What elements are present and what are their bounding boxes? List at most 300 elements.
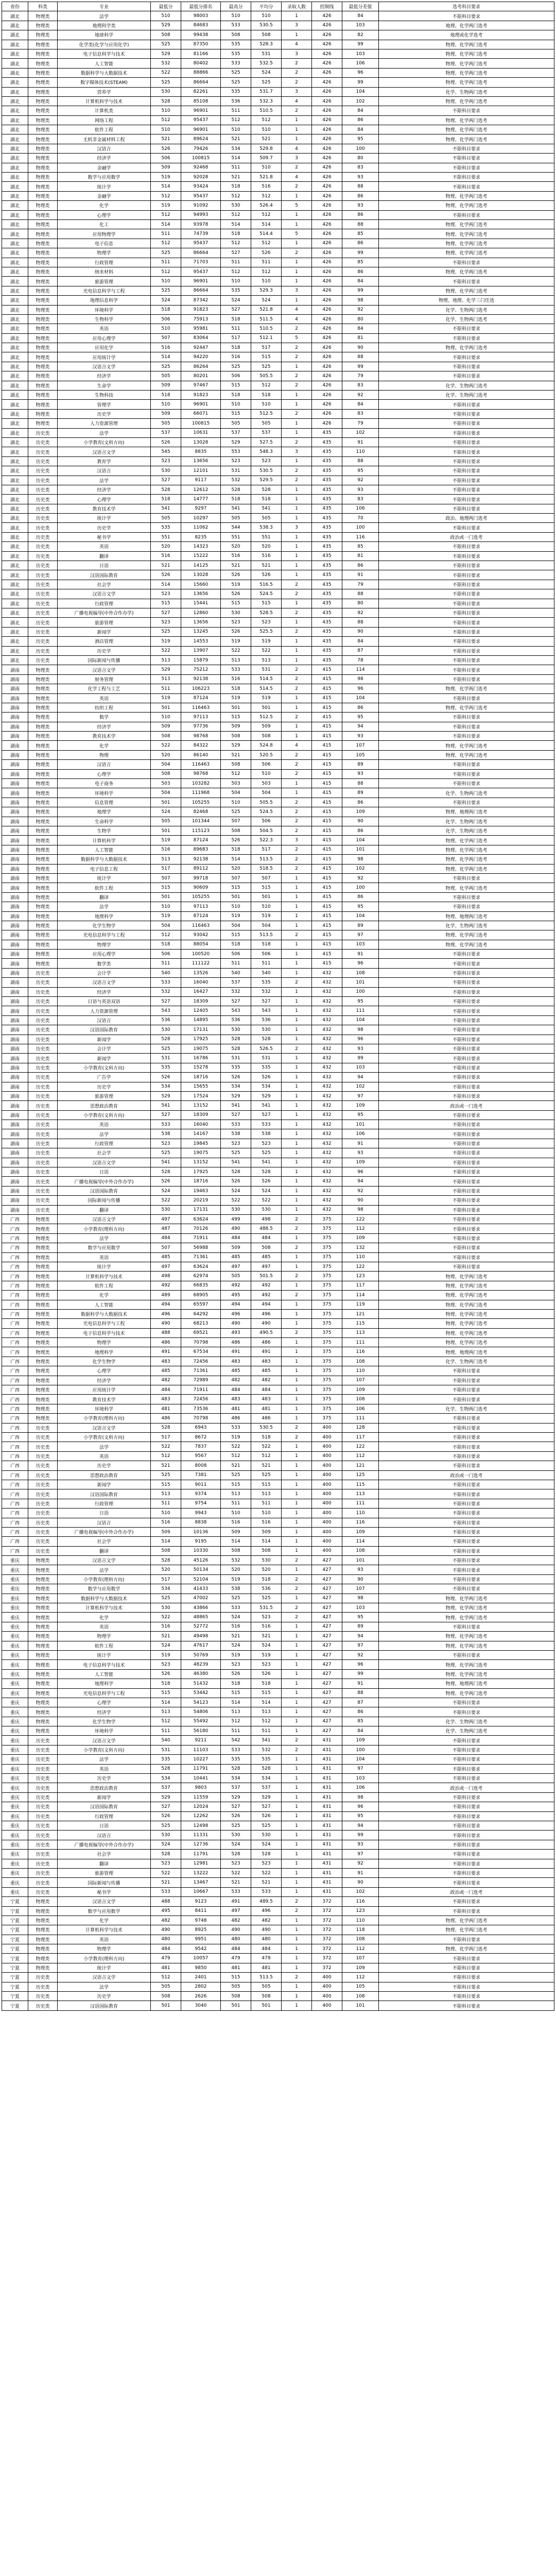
table-cell: 物理类 [28,30,58,40]
table-cell: 530 [221,608,251,618]
table-cell: 历史类 [28,514,58,523]
table-cell: 89624 [181,134,221,144]
table-cell: 115 [342,1319,379,1328]
table-cell: 540 [221,968,251,977]
table-cell: 509 [221,1527,251,1536]
table-cell: 历史类 [28,1499,58,1508]
table-cell: 92 [342,1186,379,1195]
table-cell: 105 [342,750,379,759]
table-cell: 110 [342,1366,379,1376]
table-cell: 物理类 [28,836,58,845]
table-cell: 英语 [58,1622,151,1631]
table-cell: 物理类 [28,1944,58,1954]
table-cell: 不限科目要求 [379,1537,554,1546]
table-cell: 121 [342,1461,379,1470]
table-cell: 432 [312,987,342,996]
table-cell: 48239 [181,1660,221,1669]
table-cell: 广西 [2,1347,28,1357]
table-cell: 516 [251,1518,282,1527]
table-cell: 不限科目要求 [379,1025,554,1035]
table-cell: 湖北 [2,551,28,561]
table-cell: 物理、化学两门选考 [379,1309,554,1318]
table-cell: 115123 [181,826,221,835]
table-cell: 96901 [181,106,221,115]
table-cell: 54123 [181,1698,221,1707]
table-cell: 湖南 [2,798,28,807]
table-cell: 95 [342,1613,379,1622]
table-cell: 525 [151,286,181,295]
table-cell: 513 [221,655,251,665]
table-row [2,173,554,182]
table-cell: 526 [151,1669,181,1679]
table-cell: 3 [282,447,312,456]
table-cell: 122 [342,1215,379,1224]
table-cell: 湖南 [2,902,28,911]
table-cell: 415 [312,779,342,788]
table-cell: 505 [251,1982,282,1991]
table-cell: 435 [312,589,342,599]
table-cell: 湖南 [2,1177,28,1186]
table-row [2,703,554,712]
table-cell: 529.3 [251,286,282,295]
table-row [2,87,554,96]
table-cell: 533 [251,1120,282,1129]
table-cell: 地理科学 [58,1679,151,1688]
table-cell: 511 [251,1499,282,1508]
table-cell: 103 [342,49,379,58]
table-cell: 物理、化学两门选考 [379,239,554,248]
table-cell: 教育技术学 [58,504,151,513]
table-cell: 541 [151,1101,181,1110]
table-cell: 83 [342,381,379,390]
table-cell: 435 [312,485,342,494]
table-cell: 426 [312,191,342,200]
table-cell: 2401 [181,1973,221,1982]
table-cell: 88 [342,182,379,191]
table-cell: 532.3 [251,96,282,106]
table-cell: 2 [282,845,312,854]
table-cell: 541 [251,1158,282,1167]
table-cell: 物理类 [28,911,58,921]
table-row [2,495,554,504]
table-cell: 历史学 [58,409,151,418]
table-cell: 520 [221,1565,251,1574]
table-cell: 426 [312,296,342,305]
table-cell: 114 [342,1537,379,1546]
table-cell: 物理类 [28,333,58,343]
table-cell: 不限科目要求 [379,1110,554,1120]
table-cell: 2 [282,684,312,693]
table-cell: 地理科学 [58,1347,151,1357]
table-cell: 85 [342,1717,379,1726]
table-row [2,1973,554,1982]
table-cell: 69521 [181,1328,221,1337]
table-cell: 511 [251,258,282,267]
table-cell: 广西 [2,1215,28,1224]
table-row [2,447,554,456]
table-row [2,466,554,476]
table-cell: 507 [221,873,251,883]
table-cell: 524.5 [251,807,282,817]
table-cell: 14777 [181,495,221,504]
table-cell: 计算机科学 [58,836,151,845]
table-cell: 511 [221,258,251,267]
table-cell: 历史类 [28,1774,58,1783]
table-cell: 物理学 [58,1944,151,1954]
table-row [2,59,554,68]
table-cell: 1 [282,296,312,305]
table-row [2,409,554,418]
table-cell: 湖北 [2,210,28,219]
table-cell: 527 [151,997,181,1006]
table-cell: 物理、化学两门选考 [379,1300,554,1309]
table-cell: 497 [221,1906,251,1916]
table-cell: 1 [282,514,312,523]
table-cell: 92138 [181,855,221,864]
table-cell: 历史类 [28,997,58,1006]
table-cell: 历史学 [58,1082,151,1091]
table-cell: 湖南 [2,1025,28,1035]
table-cell: 政治或一门选考 [379,532,554,541]
table-cell: 物理类 [28,1688,58,1698]
table-cell: 湖北 [2,371,28,381]
table-cell: 512 [221,1451,251,1461]
table-cell: 人工智能 [58,1669,151,1679]
table-cell: 505.5 [251,371,282,381]
table-row [2,1868,554,1877]
table-cell: 518 [251,1432,282,1442]
table-row [2,1764,554,1773]
table-cell: 18716 [181,1177,221,1186]
table-cell: 515 [221,1973,251,1982]
table-cell: 物理、化学两门选考 [379,864,554,873]
table-cell: 490 [221,1319,251,1328]
table-cell: 物理、化学两门选考 [379,68,554,77]
table-cell: 96 [342,1035,379,1044]
table-cell: 87342 [181,296,221,305]
table-cell: 湖南 [2,921,28,930]
table-cell: 431 [312,1887,342,1896]
table-cell: 重庆 [2,1774,28,1783]
table-cell: 91 [342,437,379,447]
table-cell: 不限科目要求 [379,1385,554,1395]
table-cell: 528.3 [251,40,282,49]
table-cell: 8838 [181,1518,221,1527]
table-cell: 427 [312,1565,342,1574]
table-cell: 历史类 [28,1091,58,1100]
table-cell: 不限科目要求 [379,352,554,362]
table-cell: 翻译 [58,1205,151,1214]
table-cell: 物理类 [28,1565,58,1574]
table-cell: 1 [282,362,312,371]
table-row [2,532,554,541]
table-cell: 宁夏 [2,1973,28,1982]
table-cell: 533 [221,1423,251,1432]
table-cell: 宁夏 [2,2001,28,2010]
table-cell: 湖南 [2,1120,28,1129]
table-cell: 重庆 [2,1613,28,1622]
table-row [2,551,554,561]
table-cell: 68905 [181,1291,221,1300]
table-cell: 统计学 [58,873,151,883]
table-cell: 不限科目要求 [379,144,554,153]
table-cell: 1 [282,902,312,911]
table-cell: 历史类 [28,428,58,437]
table-cell: 86664 [181,248,221,258]
table-cell: 72989 [181,1376,221,1385]
table-row [2,1423,554,1432]
table-cell: 数学与应用数学 [58,173,151,182]
table-cell: 87 [342,646,379,655]
table-cell: 96901 [181,400,221,409]
table-cell: 社会学 [58,1537,151,1546]
table-cell: 1 [282,1347,312,1357]
table-cell: 湖北 [2,352,28,362]
table-cell: 512 [251,239,282,248]
table-cell: 94220 [181,352,221,362]
table-cell: 英语 [58,1764,151,1773]
table-cell: 湖北 [2,229,28,239]
table-row [2,1916,554,1925]
table-row [2,836,554,845]
table-cell: 3 [282,523,312,532]
table-cell: 523 [251,1859,282,1868]
table-cell: 湖南 [2,1073,28,1082]
table-cell: 92 [342,1650,379,1659]
table-cell: 2 [282,371,312,381]
table-cell: 426 [312,40,342,49]
table-cell: 12024 [181,1802,221,1811]
table-cell: 501 [251,2001,282,2010]
table-cell: 会计学 [58,968,151,977]
table-cell: 426 [312,409,342,418]
table-cell: 统计学 [58,1963,151,1972]
table-cell: 17925 [181,1167,221,1177]
table-cell: 97467 [181,381,221,390]
table-cell: 6943 [181,1423,221,1432]
table-cell: 427 [312,1632,342,1641]
table-cell: 物理类 [28,400,58,409]
table-cell: 不限科目要求 [379,1527,554,1536]
table-cell: 71911 [181,1233,221,1243]
table-cell: 508 [151,1992,181,2001]
table-cell: 543 [221,1006,251,1015]
table-cell: 93 [342,201,379,210]
table-cell: 物理、化学两门选考 [379,134,554,144]
table-row [2,125,554,134]
column-header: 最低分排名 [181,2,221,11]
table-cell: 104 [342,1015,379,1025]
table-cell: 电子信息科学与技术 [58,1660,151,1669]
table-cell: 523 [151,1660,181,1669]
table-cell: 519 [221,1574,251,1584]
table-cell: 18716 [181,1073,221,1082]
table-cell: 不限科目要求 [379,1859,554,1868]
table-row [2,741,554,750]
table-cell: 不限科目要求 [379,892,554,902]
table-cell: 519 [221,911,251,921]
table-cell: 物理类 [28,1556,58,1565]
table-cell: 湖北 [2,125,28,134]
table-cell: 506 [151,950,181,959]
table-cell: 化学 [58,201,151,210]
table-cell: 505 [251,514,282,523]
table-cell: 512 [251,381,282,390]
table-cell: 物理类 [28,409,58,418]
table-cell: 地理信息科学 [58,296,151,305]
table-cell: 511 [251,959,282,968]
table-cell: 历史学 [58,1992,151,2001]
table-cell: 516 [221,674,251,684]
table-cell: 2 [282,1973,312,1982]
table-cell: 汉语言文学 [58,1158,151,1167]
table-cell: 12736 [181,1840,221,1849]
table-cell: 1 [282,1489,312,1499]
table-cell: 历史类 [28,523,58,532]
table-cell: 物理类 [28,959,58,968]
table-cell: 湖北 [2,191,28,200]
table-cell: 9951 [181,1935,221,1944]
table-cell: 431 [312,1821,342,1831]
table-cell: 111 [342,1414,379,1423]
table-cell: 93 [342,1148,379,1158]
table-cell: 90 [342,1574,379,1584]
table-cell: 历史类 [28,978,58,987]
table-cell: 物理类 [28,1376,58,1385]
table-cell: 化学、生物两门选考 [379,381,554,390]
table-cell: 应用统计学 [58,352,151,362]
table-cell: 519 [151,201,181,210]
table-cell: 不限科目要求 [379,665,554,674]
table-cell: 520 [221,542,251,551]
table-cell: 415 [312,693,342,703]
table-cell: 541 [221,1158,251,1167]
table-cell: 511 [221,959,251,968]
column-header: 选考科目要求 [379,2,554,11]
table-cell: 1 [282,504,312,513]
table-cell: 110 [342,1252,379,1262]
table-cell: 519 [251,693,282,703]
table-cell: 广西 [2,1537,28,1546]
table-cell: 物理类 [28,1594,58,1603]
table-cell: 物理类 [28,826,58,835]
table-cell: 517 [151,864,181,873]
table-cell: 历史类 [28,1442,58,1451]
table-cell: 湖南 [2,674,28,684]
table-row [2,978,554,987]
table-cell: 物理、化学两门选考 [379,40,554,49]
table-cell: 541 [251,1736,282,1745]
table-cell: 95437 [181,239,221,248]
table-cell: 1 [282,950,312,959]
table-cell: 1 [282,646,312,655]
table-row [2,1518,554,1527]
table-cell: 重庆 [2,1707,28,1717]
table-cell: 历史学 [58,646,151,655]
table-cell: 400 [312,1470,342,1480]
table-cell: 重庆 [2,1584,28,1594]
table-cell: 不限科目要求 [379,987,554,996]
table-cell: 物理类 [28,665,58,674]
table-cell: 10441 [181,1774,221,1783]
table-cell: 物理类 [28,750,58,759]
table-row [2,1044,554,1053]
table-cell: 427 [312,1650,342,1659]
table-cell: 519 [151,911,181,921]
table-cell: 广西 [2,1461,28,1470]
table-cell: 湖北 [2,447,28,456]
table-cell: 435 [312,580,342,589]
table-cell: 汉语言文学 [58,1736,151,1745]
table-cell: 525 [221,78,251,87]
table-cell: 72456 [181,1357,221,1366]
table-cell: 物理类 [28,248,58,258]
table-cell: 法学 [58,1233,151,1243]
table-row [2,1811,554,1821]
table-cell: 重庆 [2,1717,28,1726]
table-cell: 512 [221,239,251,248]
table-cell: 湖南 [2,760,28,769]
table-cell: 数据科学与大数据技术 [58,1594,151,1603]
table-cell: 1 [282,1802,312,1811]
table-cell: 1 [282,1357,312,1366]
table-cell: 521 [251,134,282,144]
table-cell: 375 [312,1395,342,1404]
table-cell: 小学教育(文科方向) [58,1110,151,1120]
table-cell: 415 [312,902,342,911]
table-cell: 1 [282,1546,312,1555]
table-cell: 114 [342,665,379,674]
table-cell: 95 [342,713,379,722]
table-cell: 湖北 [2,391,28,400]
table-cell: 510 [151,324,181,333]
table-cell: 101 [342,845,379,854]
table-cell: 375 [312,1281,342,1290]
table-cell: 湖北 [2,305,28,314]
table-cell: 1 [282,1537,312,1546]
table-cell: 112 [342,1224,379,1233]
table-cell: 531 [251,49,282,58]
table-cell: 117 [342,1281,379,1290]
table-cell: 519 [151,693,181,703]
table-cell: 535 [221,49,251,58]
table-cell: 529 [221,741,251,750]
table-cell: 432 [312,1177,342,1186]
table-cell: 101 [342,1120,379,1129]
table-cell: 528 [151,1167,181,1177]
table-cell: 1 [282,911,312,921]
table-cell: 97113 [181,713,221,722]
table-cell: 2 [282,930,312,940]
table-cell: 400 [312,1432,342,1442]
table-cell: 375 [312,1347,342,1357]
table-cell: 重庆 [2,1745,28,1754]
table-cell: 1 [282,1868,312,1877]
table-cell: 重庆 [2,1679,28,1688]
table-row [2,1376,554,1385]
table-cell: 历史类 [28,589,58,599]
table-cell: 经济学 [58,1376,151,1385]
table-cell: 物理类 [28,1897,58,1906]
table-row [2,987,554,996]
table-cell: 化工 [58,219,151,229]
table-cell: 历史类 [28,1205,58,1214]
table-cell: 493 [221,1328,251,1337]
table-cell: 507 [151,873,181,883]
table-cell: 不限科目要求 [379,1044,554,1053]
table-cell: 不限科目要求 [379,769,554,778]
table-cell: 经济学 [58,154,151,163]
